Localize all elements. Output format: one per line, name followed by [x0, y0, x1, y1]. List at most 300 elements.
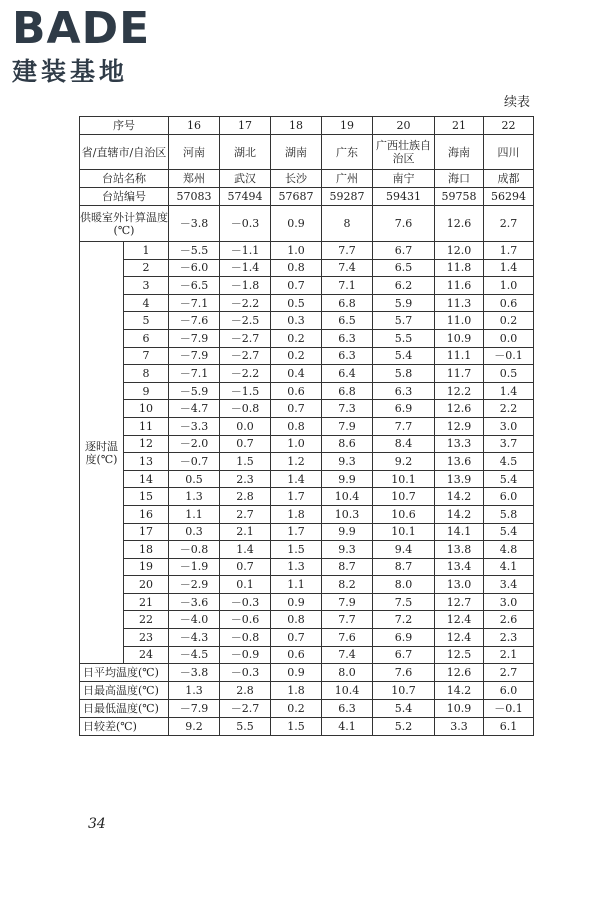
cell-value: －2.7: [220, 700, 271, 718]
cell-value: 1.4: [484, 259, 534, 277]
table-row-hour: [80, 576, 534, 594]
cell-value: 6.3: [322, 347, 373, 365]
table-row-daily-range: [80, 718, 534, 736]
cell-value: 10.4: [322, 488, 373, 506]
cell-station: 长沙: [271, 170, 322, 188]
table-row-hour: [80, 294, 534, 312]
cell-hour: 16: [124, 505, 169, 523]
cell-value: 0.3: [169, 523, 220, 541]
cell-value: 0.5: [271, 294, 322, 312]
cell-value: 0.6: [271, 646, 322, 664]
cell-value: 10.9: [435, 700, 484, 718]
cell-value: －2.2: [220, 294, 271, 312]
cell-value: 7.9: [322, 417, 373, 435]
cell-value: 6.4: [322, 365, 373, 383]
cell-value: 4.1: [484, 558, 534, 576]
table-row-hour: [80, 242, 534, 260]
cell-value: 11.0: [435, 312, 484, 330]
cell-value: 8.0: [373, 576, 435, 594]
cell-value: －6.5: [169, 277, 220, 295]
cell-value: －0.8: [220, 629, 271, 647]
label-daily-range: 日较差(℃): [80, 718, 169, 736]
cell-hour: 18: [124, 541, 169, 559]
cell-value: 1.7: [271, 523, 322, 541]
cell-value: 0.4: [271, 365, 322, 383]
cell-value: 12.4: [435, 629, 484, 647]
cell-province: 广东: [322, 135, 373, 170]
cell-value: －4.7: [169, 400, 220, 418]
cell-hour: 21: [124, 593, 169, 611]
cell-value: 7.7: [322, 242, 373, 260]
cell-value: 2.1: [484, 646, 534, 664]
label-seq: 序号: [80, 117, 169, 135]
cell-value: 1.7: [484, 242, 534, 260]
cell-value: 2.8: [220, 488, 271, 506]
logo-subtitle: 建装基地: [12, 57, 129, 86]
cell-hour: 2: [124, 259, 169, 277]
cell-value: 4.1: [322, 718, 373, 736]
cell-value: 6.9: [373, 400, 435, 418]
cell-value: 6.8: [322, 294, 373, 312]
cell-value: 1.1: [271, 576, 322, 594]
cell-value: 5.8: [484, 505, 534, 523]
cell-value: －0.8: [169, 541, 220, 559]
cell-value: 5.5: [373, 329, 435, 347]
cell-value: －7.9: [169, 700, 220, 718]
cell-design: 0.9: [271, 206, 322, 242]
cell-value: 2.6: [484, 611, 534, 629]
cell-value: 7.3: [322, 400, 373, 418]
label-design-temp: 供暖室外计算温度(℃): [80, 206, 169, 242]
cell-value: －5.9: [169, 382, 220, 400]
cell-value: 8.6: [322, 435, 373, 453]
cell-value: －0.1: [484, 700, 534, 718]
cell-province: 海南: [435, 135, 484, 170]
cell-value: －4.3: [169, 629, 220, 647]
cell-value: －0.6: [220, 611, 271, 629]
table-row-hour: [80, 629, 534, 647]
cell-hour: 20: [124, 576, 169, 594]
cell-value: 12.7: [435, 593, 484, 611]
cell-value: 0.0: [220, 417, 271, 435]
cell-design: 7.6: [373, 206, 435, 242]
row-seq: [80, 117, 534, 135]
cell-value: 1.5: [271, 541, 322, 559]
table-row-hour: [80, 435, 534, 453]
cell-value: 10.9: [435, 329, 484, 347]
cell-value: 1.4: [484, 382, 534, 400]
table-row-hour: [80, 277, 534, 295]
table-row-hour: [80, 611, 534, 629]
cell-value: 3.0: [484, 593, 534, 611]
cell-value: －0.1: [484, 347, 534, 365]
cell-province: 湖北: [220, 135, 271, 170]
cell-design: －0.3: [220, 206, 271, 242]
logo-brand: BADE: [12, 3, 151, 54]
cell-value: 5.4: [373, 347, 435, 365]
cell-seq: 17: [220, 117, 271, 135]
cell-code: 57083: [169, 188, 220, 206]
cell-seq: 20: [373, 117, 435, 135]
cell-value: 7.1: [322, 277, 373, 295]
cell-value: 6.3: [373, 382, 435, 400]
cell-value: 2.3: [484, 629, 534, 647]
cell-value: 10.6: [373, 505, 435, 523]
cell-value: 6.2: [373, 277, 435, 295]
cell-hour: 7: [124, 347, 169, 365]
cell-value: 0.6: [271, 382, 322, 400]
cell-value: －2.2: [220, 365, 271, 383]
cell-code: 59287: [322, 188, 373, 206]
cell-value: －0.7: [169, 453, 220, 471]
cell-value: 1.3: [169, 488, 220, 506]
cell-value: 10.7: [373, 682, 435, 700]
cell-hour: 3: [124, 277, 169, 295]
cell-province: 河南: [169, 135, 220, 170]
cell-value: 6.9: [373, 629, 435, 647]
cell-value: 5.2: [373, 718, 435, 736]
cell-value: 12.2: [435, 382, 484, 400]
cell-hour: 17: [124, 523, 169, 541]
cell-value: －3.3: [169, 417, 220, 435]
cell-value: 0.1: [220, 576, 271, 594]
cell-value: 0.2: [271, 347, 322, 365]
cell-value: 1.5: [271, 718, 322, 736]
cell-value: －7.9: [169, 329, 220, 347]
continued-label: 续表: [503, 95, 530, 110]
cell-value: －0.3: [220, 593, 271, 611]
table-row-hour: [80, 505, 534, 523]
cell-value: 13.0: [435, 576, 484, 594]
cell-value: 1.3: [169, 682, 220, 700]
cell-hour: 14: [124, 470, 169, 488]
cell-value: －0.3: [220, 664, 271, 682]
table-row-daily-max: [80, 682, 534, 700]
row-province: [80, 135, 534, 170]
cell-value: 9.2: [169, 718, 220, 736]
cell-province: 湖南: [271, 135, 322, 170]
cell-value: 0.8: [271, 611, 322, 629]
cell-value: 5.4: [484, 523, 534, 541]
cell-value: 0.5: [169, 470, 220, 488]
cell-value: 14.2: [435, 682, 484, 700]
cell-value: 4.5: [484, 453, 534, 471]
cell-value: 14.2: [435, 505, 484, 523]
cell-value: 5.7: [373, 312, 435, 330]
label-daily-min: 日最低温度(℃): [80, 700, 169, 718]
cell-value: 2.2: [484, 400, 534, 418]
cell-value: 7.6: [322, 629, 373, 647]
cell-value: －2.9: [169, 576, 220, 594]
cell-value: 10.7: [373, 488, 435, 506]
temperature-table: [79, 116, 534, 736]
cell-hour: 24: [124, 646, 169, 664]
cell-value: 2.7: [220, 505, 271, 523]
cell-value: 11.6: [435, 277, 484, 295]
cell-value: 1.0: [271, 435, 322, 453]
cell-value: 8.7: [322, 558, 373, 576]
cell-value: 10.4: [322, 682, 373, 700]
label-province: 省/直辖市/自治区: [80, 135, 169, 170]
cell-value: 7.6: [373, 664, 435, 682]
cell-value: 8.4: [373, 435, 435, 453]
cell-value: 1.3: [271, 558, 322, 576]
cell-value: 0.9: [271, 664, 322, 682]
cell-station: 南宁: [373, 170, 435, 188]
cell-value: －0.8: [220, 400, 271, 418]
table-row-hour: [80, 541, 534, 559]
cell-value: －7.1: [169, 365, 220, 383]
cell-seq: 19: [322, 117, 373, 135]
cell-value: 0.7: [271, 400, 322, 418]
cell-value: 0.3: [271, 312, 322, 330]
cell-value: 4.8: [484, 541, 534, 559]
cell-value: 6.1: [484, 718, 534, 736]
table-row-hour: [80, 259, 534, 277]
cell-value: 7.7: [373, 417, 435, 435]
cell-value: 2.1: [220, 523, 271, 541]
cell-value: －1.8: [220, 277, 271, 295]
cell-hour: 12: [124, 435, 169, 453]
cell-design: －3.8: [169, 206, 220, 242]
cell-value: 6.7: [373, 242, 435, 260]
cell-value: 12.9: [435, 417, 484, 435]
cell-value: 5.4: [373, 700, 435, 718]
cell-value: 8.2: [322, 576, 373, 594]
cell-value: 14.2: [435, 488, 484, 506]
cell-value: 12.6: [435, 400, 484, 418]
cell-value: 11.7: [435, 365, 484, 383]
cell-seq: 21: [435, 117, 484, 135]
cell-value: 11.8: [435, 259, 484, 277]
cell-code: 59758: [435, 188, 484, 206]
cell-hour: 15: [124, 488, 169, 506]
cell-hour: 6: [124, 329, 169, 347]
cell-value: 0.5: [484, 365, 534, 383]
cell-value: 0.9: [271, 593, 322, 611]
cell-value: 1.4: [220, 541, 271, 559]
cell-hour: 9: [124, 382, 169, 400]
cell-province: 四川: [484, 135, 534, 170]
cell-value: 11.1: [435, 347, 484, 365]
cell-value: 10.3: [322, 505, 373, 523]
cell-value: 5.5: [220, 718, 271, 736]
cell-value: 2.3: [220, 470, 271, 488]
cell-province: 广西壮族自治区: [373, 135, 435, 170]
cell-value: 5.8: [373, 365, 435, 383]
cell-value: 12.6: [435, 664, 484, 682]
cell-value: 7.4: [322, 646, 373, 664]
page-number: 34: [88, 816, 106, 832]
cell-value: 1.4: [271, 470, 322, 488]
cell-value: 2.7: [484, 664, 534, 682]
row-station-name: [80, 170, 534, 188]
cell-value: －2.5: [220, 312, 271, 330]
cell-value: 9.4: [373, 541, 435, 559]
cell-value: －1.1: [220, 242, 271, 260]
cell-value: 0.8: [271, 259, 322, 277]
cell-value: 8.7: [373, 558, 435, 576]
cell-value: 3.3: [435, 718, 484, 736]
cell-code: 56294: [484, 188, 534, 206]
cell-hour: 4: [124, 294, 169, 312]
cell-value: 9.3: [322, 541, 373, 559]
cell-value: 6.5: [322, 312, 373, 330]
cell-value: －3.8: [169, 664, 220, 682]
cell-value: 3.4: [484, 576, 534, 594]
cell-hour: 10: [124, 400, 169, 418]
cell-value: 13.9: [435, 470, 484, 488]
label-hourly: 逐时温度(℃): [80, 242, 124, 664]
table-row-hour: [80, 646, 534, 664]
cell-value: 12.5: [435, 646, 484, 664]
cell-value: －1.9: [169, 558, 220, 576]
cell-code: 57687: [271, 188, 322, 206]
cell-value: 0.0: [484, 329, 534, 347]
cell-value: 3.0: [484, 417, 534, 435]
cell-value: 0.7: [271, 629, 322, 647]
table-row-hour: [80, 417, 534, 435]
table-row-hour: [80, 488, 534, 506]
cell-value: 1.0: [484, 277, 534, 295]
cell-value: 9.9: [322, 470, 373, 488]
table-row-hour: [80, 453, 534, 471]
cell-hour: 5: [124, 312, 169, 330]
cell-value: 5.9: [373, 294, 435, 312]
table-row-hour: [80, 470, 534, 488]
table-row-daily-min: [80, 700, 534, 718]
cell-value: 3.7: [484, 435, 534, 453]
cell-design: 12.6: [435, 206, 484, 242]
cell-hour: 23: [124, 629, 169, 647]
cell-value: 13.8: [435, 541, 484, 559]
cell-station: 郑州: [169, 170, 220, 188]
cell-value: 1.7: [271, 488, 322, 506]
table-row-hour: [80, 382, 534, 400]
cell-value: －1.5: [220, 382, 271, 400]
cell-value: 0.6: [484, 294, 534, 312]
cell-value: 6.3: [322, 700, 373, 718]
cell-hour: 1: [124, 242, 169, 260]
cell-station: 广州: [322, 170, 373, 188]
cell-value: 0.2: [271, 329, 322, 347]
cell-value: 2.8: [220, 682, 271, 700]
cell-value: 6.3: [322, 329, 373, 347]
cell-value: 0.7: [220, 435, 271, 453]
cell-value: 7.9: [322, 593, 373, 611]
cell-value: －4.0: [169, 611, 220, 629]
cell-value: －6.0: [169, 259, 220, 277]
cell-seq: 22: [484, 117, 534, 135]
cell-hour: 11: [124, 417, 169, 435]
cell-value: 6.5: [373, 259, 435, 277]
row-station-id: [80, 188, 534, 206]
cell-station: 成都: [484, 170, 534, 188]
cell-value: 6.0: [484, 488, 534, 506]
label-daily-max: 日最高温度(℃): [80, 682, 169, 700]
cell-value: －2.7: [220, 329, 271, 347]
cell-value: 6.0: [484, 682, 534, 700]
label-station-name: 台站名称: [80, 170, 169, 188]
cell-value: 0.7: [271, 277, 322, 295]
cell-value: －3.6: [169, 593, 220, 611]
cell-value: 8.0: [322, 664, 373, 682]
cell-value: 7.5: [373, 593, 435, 611]
cell-seq: 16: [169, 117, 220, 135]
cell-value: 14.1: [435, 523, 484, 541]
cell-value: 9.2: [373, 453, 435, 471]
table-row-hour: [80, 523, 534, 541]
table-row-hour: [80, 347, 534, 365]
cell-value: 1.2: [271, 453, 322, 471]
cell-value: 1.5: [220, 453, 271, 471]
cell-value: －7.1: [169, 294, 220, 312]
cell-value: 12.0: [435, 242, 484, 260]
cell-hour: 22: [124, 611, 169, 629]
cell-value: 5.4: [484, 470, 534, 488]
cell-value: 13.3: [435, 435, 484, 453]
cell-value: 6.8: [322, 382, 373, 400]
cell-value: 7.2: [373, 611, 435, 629]
table-row-daily-avg: [80, 664, 534, 682]
cell-value: －4.5: [169, 646, 220, 664]
cell-value: 0.8: [271, 417, 322, 435]
cell-code: 59431: [373, 188, 435, 206]
table-row-hour: [80, 329, 534, 347]
cell-hour: 19: [124, 558, 169, 576]
cell-value: 0.7: [220, 558, 271, 576]
table-row-hour: [80, 365, 534, 383]
cell-value: －2.7: [220, 347, 271, 365]
label-station-id: 台站编号: [80, 188, 169, 206]
cell-value: 11.3: [435, 294, 484, 312]
table-row-hour: [80, 312, 534, 330]
cell-value: －7.9: [169, 347, 220, 365]
cell-value: 13.6: [435, 453, 484, 471]
cell-hour: 13: [124, 453, 169, 471]
cell-value: 1.1: [169, 505, 220, 523]
cell-value: 9.3: [322, 453, 373, 471]
table-row-hour: [80, 558, 534, 576]
cell-design: 2.7: [484, 206, 534, 242]
cell-value: 7.4: [322, 259, 373, 277]
table-row-hour: [80, 593, 534, 611]
cell-value: 9.9: [322, 523, 373, 541]
cell-value: －0.9: [220, 646, 271, 664]
cell-value: －5.5: [169, 242, 220, 260]
cell-station: 海口: [435, 170, 484, 188]
cell-value: 7.7: [322, 611, 373, 629]
cell-seq: 18: [271, 117, 322, 135]
logo: [12, 3, 151, 86]
cell-value: 0.2: [484, 312, 534, 330]
cell-value: 1.8: [271, 682, 322, 700]
cell-value: 10.1: [373, 470, 435, 488]
cell-value: 10.1: [373, 523, 435, 541]
row-design-temp: [80, 206, 534, 242]
cell-value: 1.0: [271, 242, 322, 260]
cell-code: 57494: [220, 188, 271, 206]
cell-value: 1.8: [271, 505, 322, 523]
cell-value: 13.4: [435, 558, 484, 576]
table-body: [80, 117, 534, 736]
label-daily-avg: 日平均温度(℃): [80, 664, 169, 682]
table-row-hour: [80, 400, 534, 418]
cell-value: －1.4: [220, 259, 271, 277]
cell-value: 0.2: [271, 700, 322, 718]
cell-value: －2.0: [169, 435, 220, 453]
cell-design: 8: [322, 206, 373, 242]
